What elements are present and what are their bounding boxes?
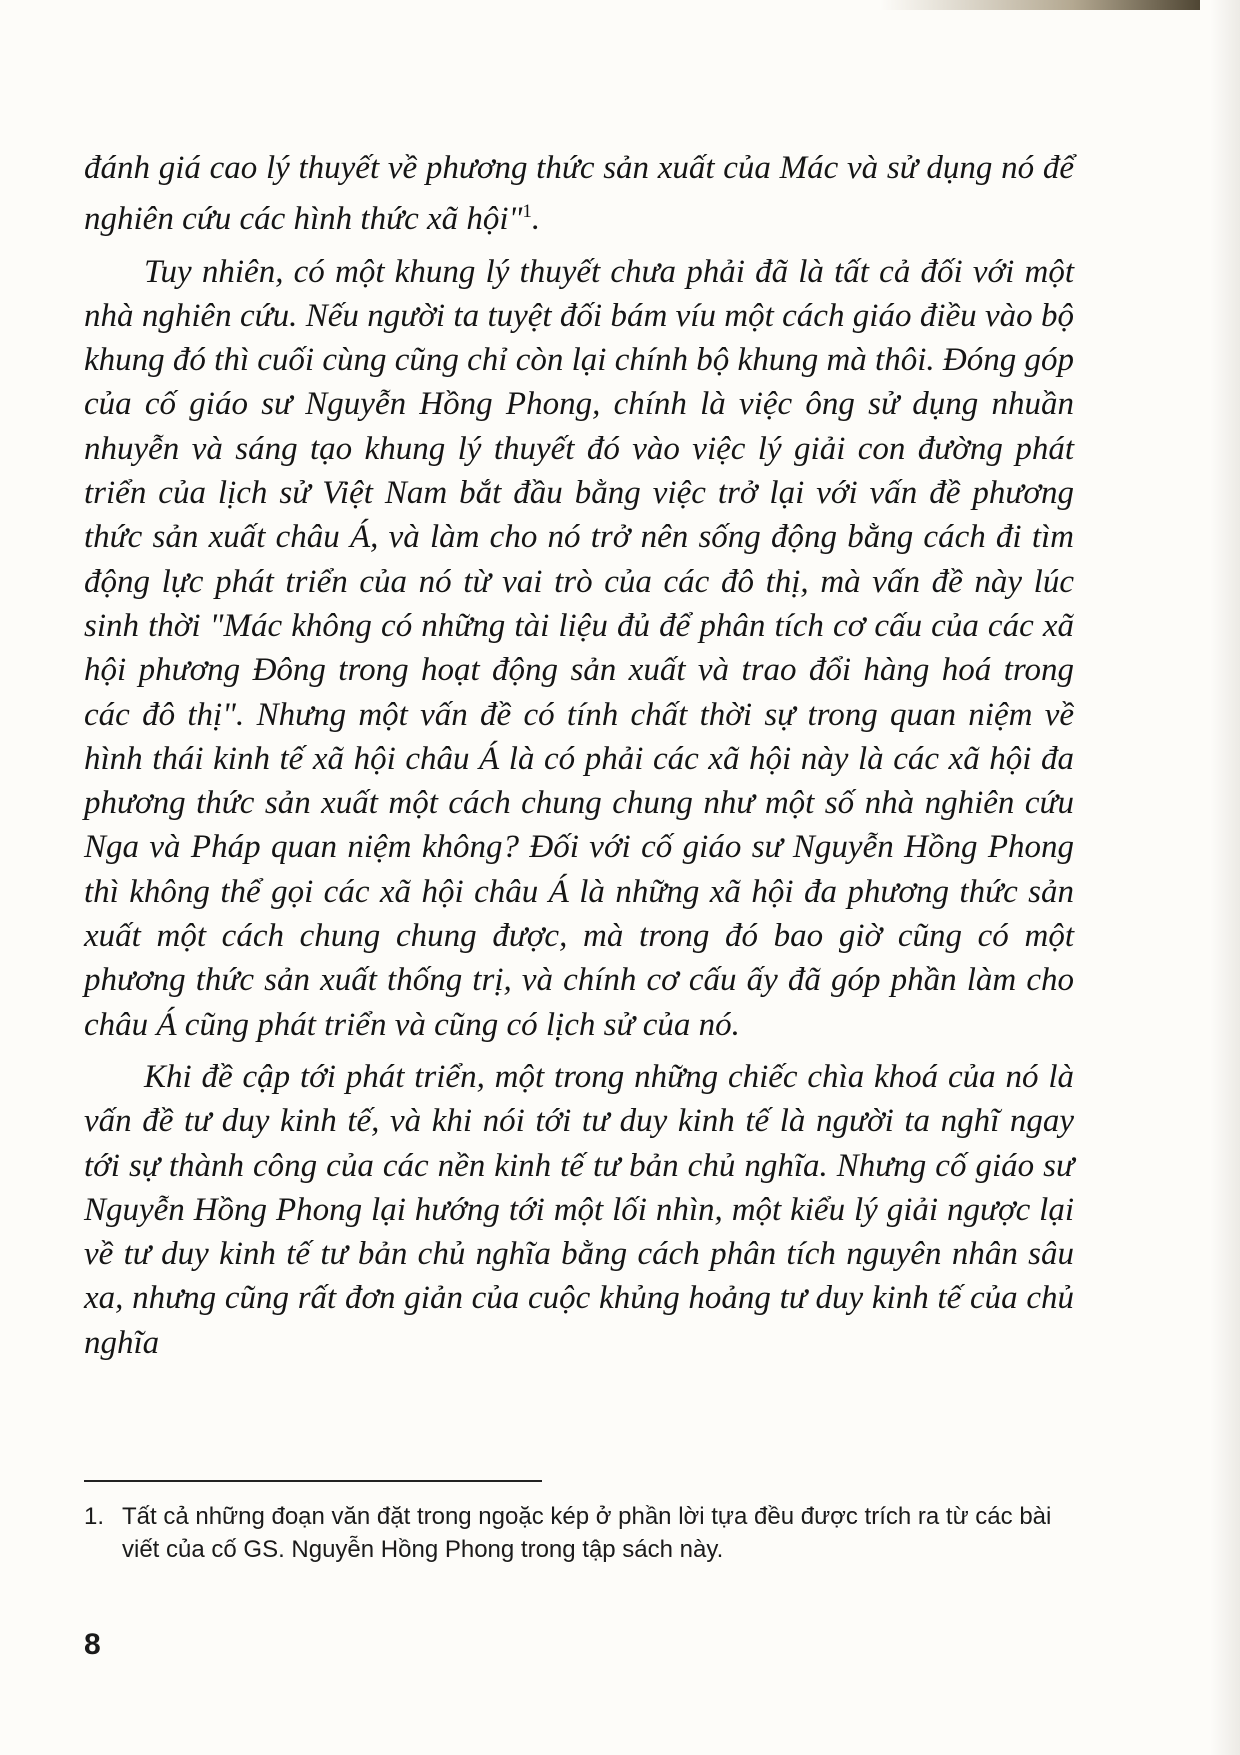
footnote-number: 1. <box>84 1503 105 1530</box>
page-binding-shadow <box>1210 0 1240 1755</box>
body-text <box>84 146 1074 1373</box>
paragraph-1-text: đánh giá cao lý thuyết về phương thức sản xuất của Mác và sử dụng nó để nghiên cứu các hình thức xã hội" <box>84 150 1074 238</box>
footnote-divider <box>84 1480 542 1482</box>
page-edge-shadow <box>880 0 1200 10</box>
footnote-marker: 1 <box>522 201 532 223</box>
footnote <box>84 1500 1074 1566</box>
paragraph-3: Khi đề cập tới phát triển, một trong những chiếc chìa khoá của nó là vấn đề tư duy kinh tế, và khi nói tới tư duy kinh tế là người ta nghĩ ngay tới sự thành công của các nền kinh tế tư bản chủ nghĩa. Nhưng cố giáo sư Nguyễn Hồng Phong lại hướng tới một lối nhìn, một kiểu lý giải ngược lại về tư duy kinh tế tư bản chủ nghĩa bằng cách phân tích nguyên nhân sâu xa, nhưng cũng rất đơn giản của cuộc khủng hoảng tư duy kinh tế của chủ nghĩa <box>84 1058 1074 1361</box>
page-number: 8 <box>84 1628 101 1661</box>
paragraph-2: Tuy nhiên, có một khung lý thuyết chưa phải đã là tất cả đối với một nhà nghiên cứu. Nếu người ta tuyệt đối bám víu một cách giáo điều vào bộ khung đó thì cuối cùng cũng chỉ còn lại chính bộ khung mà thôi. Đóng góp của cố giáo sư Nguyễn Hồng Phong, chính là việc ông sử dụng nhuần nhuyễn và sáng tạo khung lý thuyết đó vào việc lý giải con đường phát triển của lịch sử Việt Nam bắt đầu bằng việc trở lại với vấn đề phương thức sản xuất châu Á, và làm cho nó trở nên sống động bằng cách đi tìm động lực phát triển của nó từ vai trò của các đô thị, mà vấn đề này lúc sinh thời "Mác không có những tài liệu đủ để phân tích cơ cấu của các xã hội phương Đông trong hoạt động sản xuất và trao đổi hàng hoá trong các đô thị". Nhưng một vấn đề có tính chất thời sự trong quan niệm về hình thái kinh tế xã hội châu Á là có phải các xã hội này là các xã hội đa phương thức sản xuất một cách chung chung như một số nhà nghiên cứu Nga và Pháp quan niệm không? Đối với cố giáo sư Nguyễn Hồng Phong thì không thể gọi các xã hội châu Á là những xã hội đa phương thức sản xuất một cách chung chung được, mà trong đó bao giờ cũng có một phương thức sản xuất thống trị, và chính cơ cấu ấy đã góp phần làm cho châu Á cũng phát triển và cũng có lịch sử của nó. <box>84 253 1074 1043</box>
paragraph-1: đánh giá cao lý thuyết về phương thức sản xuất của Mác và sử dụng nó để nghiên cứu các hình thức xã hội"$^1$. <box>84 150 1074 238</box>
footnote-text: Tất cả những đoạn văn đặt trong ngoặc kép ở phần lời tựa đều được trích ra từ các bài viết của cố GS. Nguyễn Hồng Phong trong tập sách này. <box>122 1503 1052 1563</box>
